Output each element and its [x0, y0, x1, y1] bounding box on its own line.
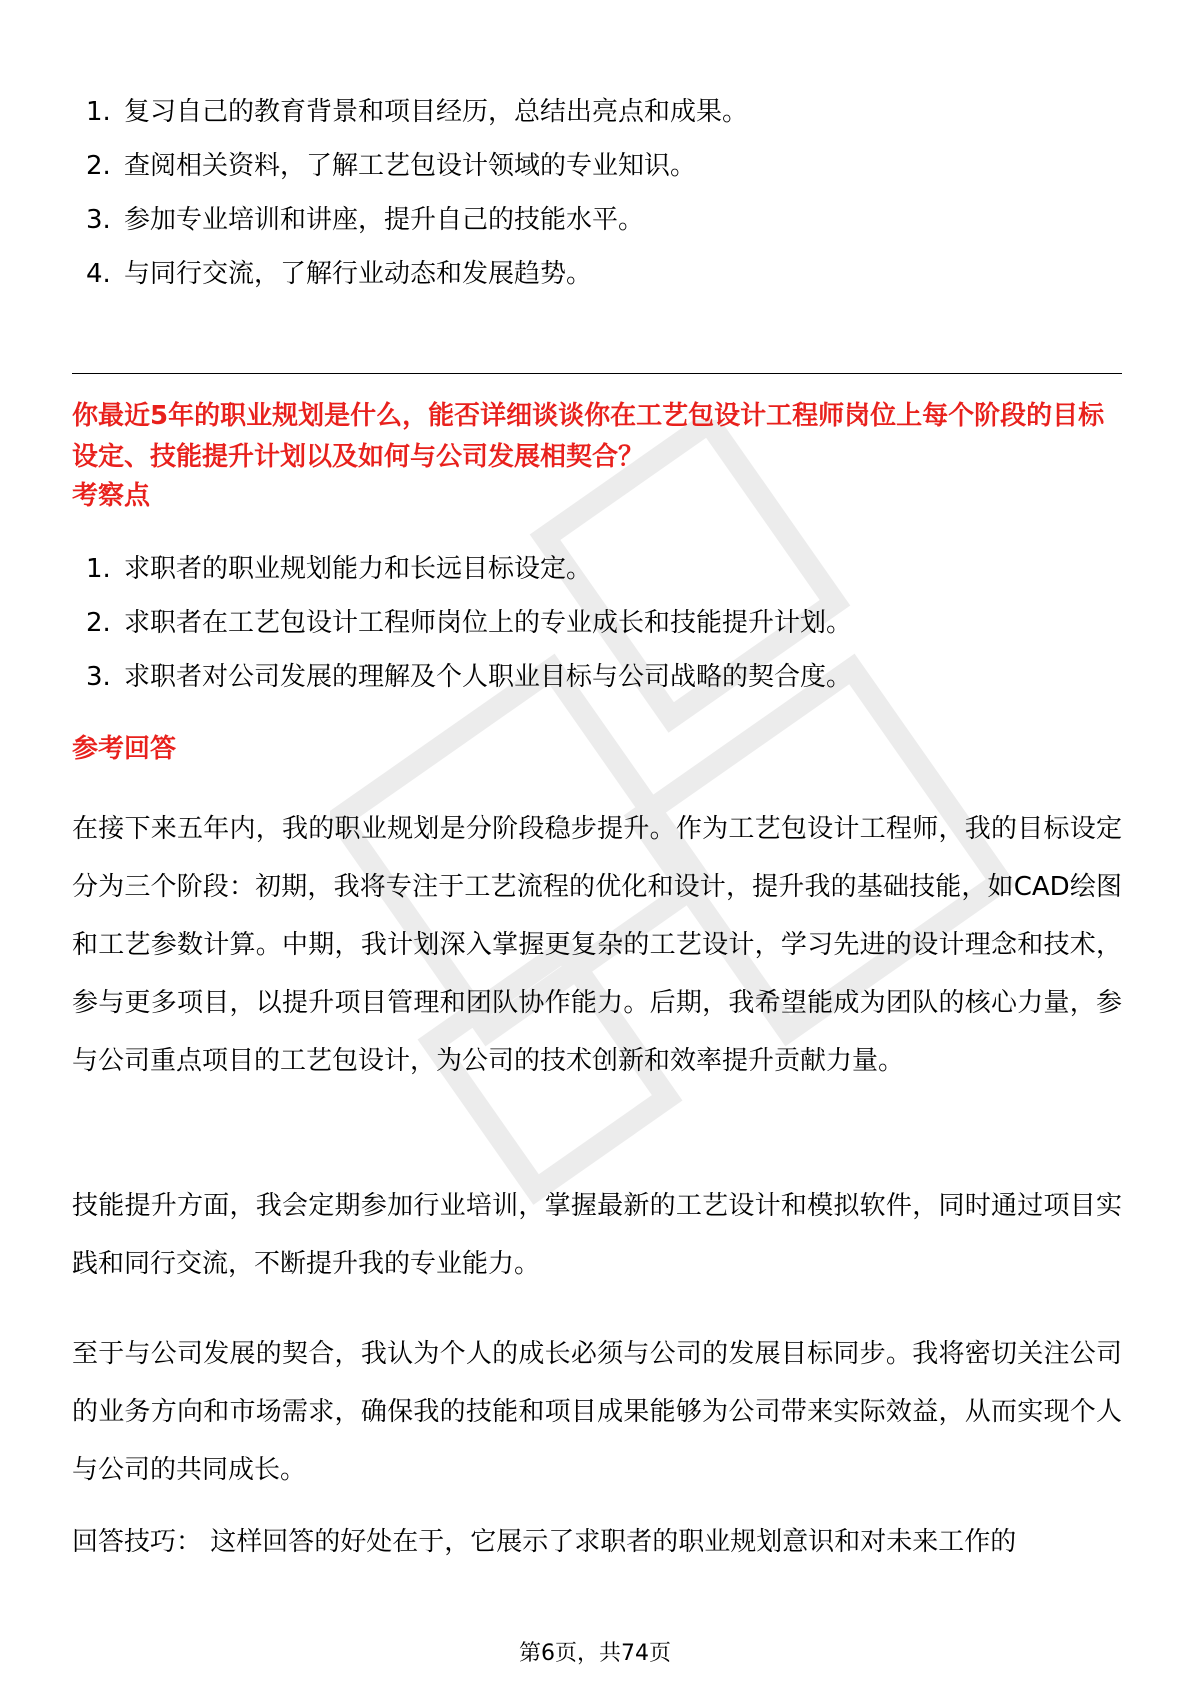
answer-heading: 参考回答 — [72, 734, 177, 764]
list-item: 1. 复习自己的教育背景和项目经历，总结出亮点和成果。 — [86, 97, 749, 127]
focus-heading: 考察点 — [72, 481, 151, 511]
question-heading: 你最近5年的职业规划是什么，能否详细谈谈你在工艺包设计工程师岗位上每个阶段的目标设定、技能提升计划以及如何与公司发展相契合？ — [72, 401, 1105, 472]
list-item: 2. 求职者在工艺包设计工程师岗位上的专业成长和技能提升计划。 — [86, 608, 853, 638]
answer-paragraph: 技能提升方面，我会定期参加行业培训，掌握最新的工艺设计和模拟软件，同时通过项目实践和同行交流，不断提升我的专业能力。 — [72, 1191, 1122, 1279]
answer-paragraph: 在接下来五年内，我的职业规划是分阶段稳步提升。作为工艺包设计工程师，我的目标设定分为三个阶段：初期，我将专注于工艺流程的优化和设计，提升我的基础技能，如CAD绘图和工艺参数计算。中期，我计划深入掌握更复杂的工艺设计，学习先进的设计理念和技术，参与更多项目，以提升项目管理和团队协作能力。后期，我希望能成为团队的核心力量，参与公司重点项目的工艺包设计，为公司的技术创新和效率提升贡献力量。 — [72, 814, 1122, 1076]
answer-tip: 回答技巧： 这样回答的好处在于，它展示了求职者的职业规划意识和对未来工作的 — [72, 1527, 1017, 1557]
list-item: 3. 求职者对公司发展的理解及个人职业目标与公司战略的契合度。 — [86, 662, 853, 692]
answer-paragraph: 至于与公司发展的契合，我认为个人的成长必须与公司的发展目标同步。我将密切关注公司的业务方向和市场需求，确保我的技能和项目成果能够为公司带来实际效益，从而实现个人与公司的共同成长。 — [72, 1339, 1122, 1485]
page-footer: 第6页，共74页 — [519, 1641, 671, 1666]
list-item: 4. 与同行交流，了解行业动态和发展趋势。 — [86, 259, 593, 289]
list-item: 3. 参加专业培训和讲座，提升自己的技能水平。 — [86, 205, 645, 235]
section-divider — [72, 373, 1122, 374]
list-item: 1. 求职者的职业规划能力和长远目标设定。 — [86, 554, 593, 584]
list-item: 2. 查阅相关资料，了解工艺包设计领域的专业知识。 — [86, 151, 697, 181]
